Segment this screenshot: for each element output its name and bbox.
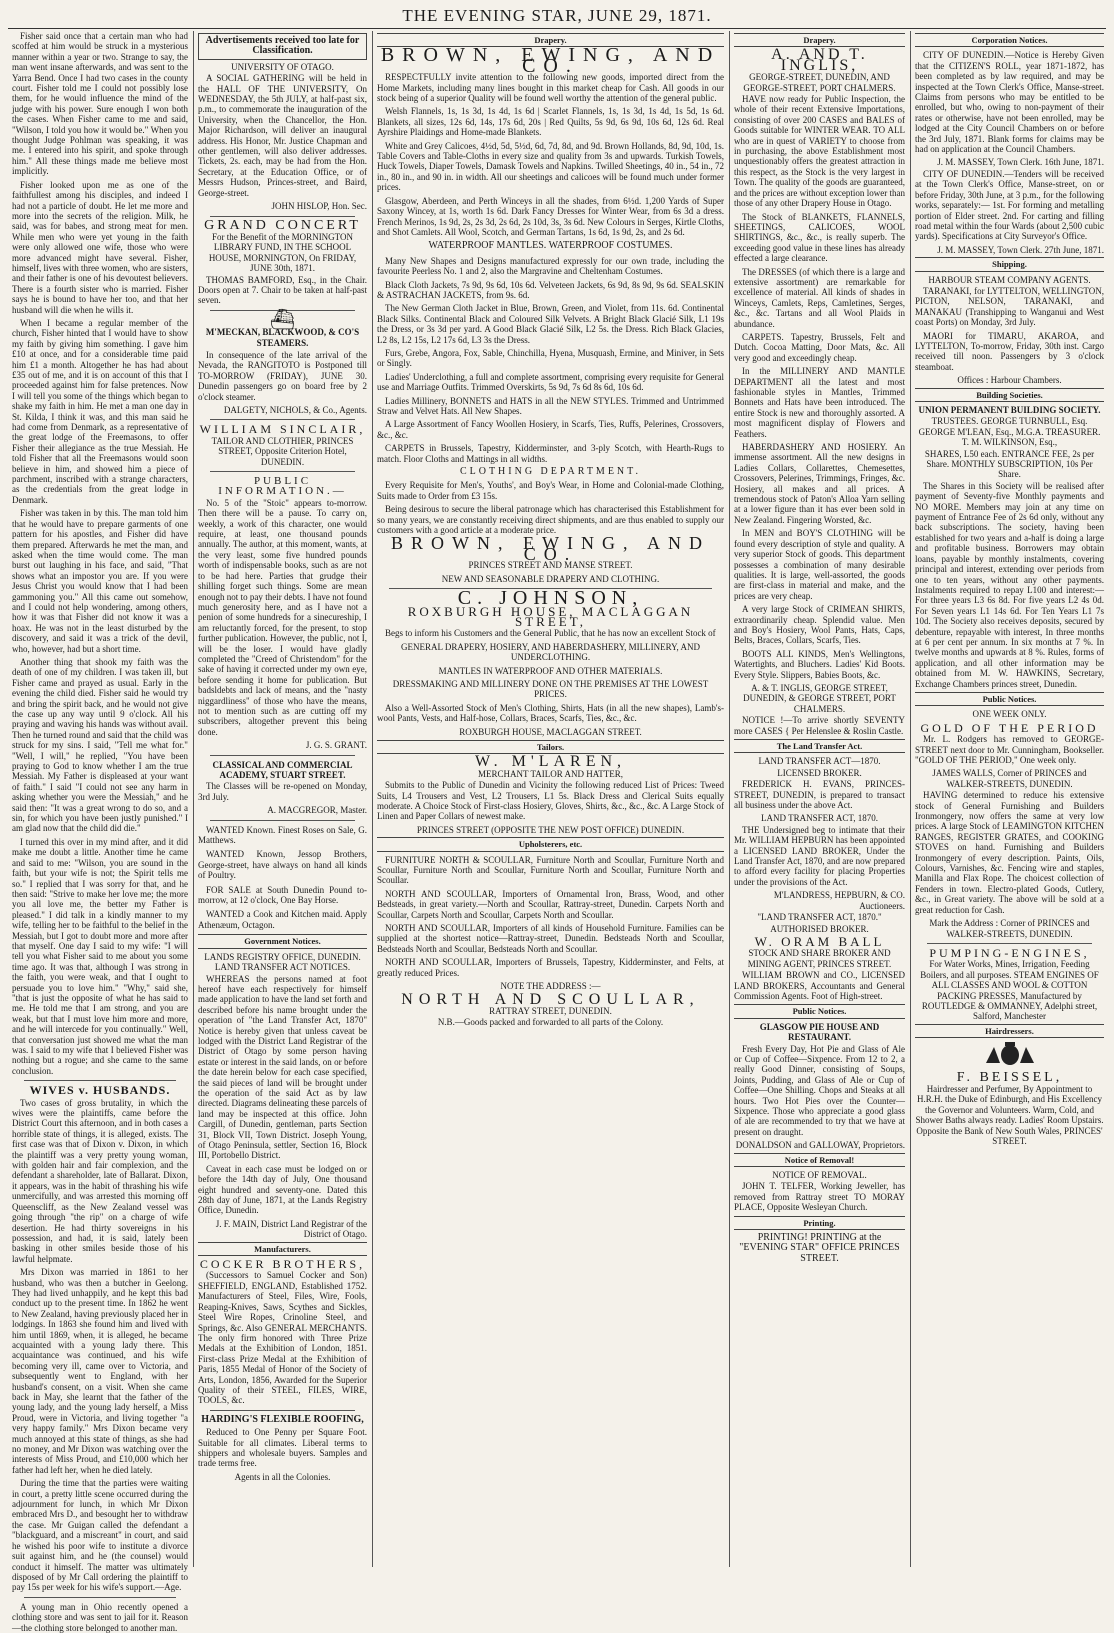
section-header: Manufacturers.	[198, 1242, 367, 1256]
ad-subtitle: GENERAL DRAPERY, HOSIERY, AND HABERDASHERY, MILLINERY, AND UNDERCLOTHING.	[400, 641, 701, 663]
ad-body: The DRESSES (of which there is a large and extensive assortment) are remarkable for excellence of material. All kinds of shades in Winceys, Camlets, Reps, Camletines, Serges, &c., &c. Tartans and all Wool Plaids in abundance.	[734, 266, 905, 329]
ad-body: MAORI for TIMARU, AKAROA, and LYTTELTON, To-morrow, Friday, 30th inst. Cargo received till noon. Passengers by 3 o'clock steamboat.	[915, 330, 1104, 372]
section-header: Tailors.	[377, 740, 724, 754]
ad-title: LAND TRANSFER ACT—1870.	[758, 756, 881, 767]
story-para: When I became a regular member of the church, Fisher hinted that I would have to show my faith by giving him something. I gave him £10 at once, and for a considerable time paid him £1 a month. Altogether he has had about £35 out of me, and it is on account of this that I proceeded against him for false pretences. Now I will tell you some of the things which began to shake my faith in him. He met a man one day in St. Kilda, I think it was, and this man said he had come from Denmark, as a representative of the great lodge of the Freemasons, to offer Fisher their allegiance as the true Messiah. He told Fisher that all the Freemasons would soon believe in him, and showed him a piece of parchment, inscribed with a strange characters, as the credentials from the great lodge in Denmark.	[12, 317, 188, 505]
ad-body: The New German Cloth Jacket in Blue, Brown, Green, and Violet, from 11s. 6d. Continental Black Silks. Continental Black and Coloured Silk Velvets. A Bright Black Glacié Silk, L1 19s the Dress, or 3s 3d per yard. A Good Black Glacié Silk, L2 5s. the Dress. Rich Black Glacies, L2 8s, L2 15s, L2 17s 6d, L3 3s the Dress.	[377, 303, 724, 345]
column-1	[8, 31, 192, 1633]
ad-body: TRUSTEES. GEORGE TURNBULL, Esq. GEORGE M'LEAN, Esq., M.G.A. TREASURER. T. M. WILKINSON, Esq.,	[918, 416, 1101, 448]
section-header: Printing.	[734, 1216, 905, 1230]
ad-body: In MEN and BOY'S CLOTHING will be found every description of style and quality. A very superior Stock of goods. This department possesses a combination of many desirable qualities. It is large, well-assorted, the goods are first-class in material and make, and the prices are very cheap.	[734, 528, 905, 601]
ad-body: PRINTING! PRINTING at the "EVENING STAR" OFFICE PRINCES STREET.	[739, 1232, 900, 1264]
ad-body: TARANAKI, for LYTTELTON, WELLINGTON, PICTON, NELSON, TARANAKI, and MANAKAU (Transhipping to Wanganui and West coast Ports) on Monday, 3rd July.	[915, 285, 1104, 328]
ad-body: Being desirous to secure the liberal patronage which has characterised this Establishment for so many years, we are constantly receiving direct shipments, and are thus enabled to supply our customers with a good article at a moderate price.	[377, 504, 724, 536]
ad-body: A Large Assortment of Fancy Woollen Hosiery, in Scarfs, Ties, Ruffs, Pelerines, Crossovers, &c., &c.	[377, 419, 724, 440]
ad-subtitle: LICENSED BROKER.	[777, 767, 862, 778]
ad-signature: J. M. MASSEY, Town Clerk. 27th June, 1871.	[937, 244, 1104, 255]
section-header: Hairdressers.	[915, 1024, 1104, 1038]
section-header: Public Notices.	[734, 1004, 905, 1018]
ad-body: Welsh Flannels, 1s, 1s 3d, 1s 4d, 1s 6d | Scarlet Flannels, 1s, 1s 3d, 1s 4d, 1s 5d, 1s 6d. Blankets, all sizes, 12s 6d, 14s, 17s 6d, 20s | Red Quilts, 5s 9d, 6s 9d, 10s 6d, 12s 6d. Real Ayrshire Plaidings and Home-made Blankets.	[377, 106, 724, 138]
article-para: Two cases of gross brutality, in which the wives were the plaintiffs, came before the District Court this afternoon, and in both cases a horrible state of things, it is alleged, exists. The first case was that of Dixon v. Dixon, in which the plaintiff was a very pretty young woman, with golden hair and fair complexion, and the defendant a shareholder, late of Ballarat. Dixon, it appears, was in the habit of thrashing his wife unmercifully, and was arrested this morning off Queenscliff, as the New Zealand vessel was going through "the rip" on a charge of wife desertion. He had thirty sovereigns in his possession, and had, it is said, lately been basking in other smiles beside those of his lawful helpmate.	[12, 1097, 188, 1264]
ad-title: PUMPING-ENGINES,	[929, 945, 1090, 960]
firm-name: BROWN, EWING, AND CO.	[380, 44, 721, 77]
ad-address: PRINCES STREET (OPPOSITE THE NEW POST OFFICE) DUNEDIN.	[416, 824, 685, 835]
ad-body: THOMAS BAMFORD, Esq., in the Chair. Doors open at 7. Chair to be taken at half-past seven.	[198, 274, 367, 306]
ad-title: UNIVERSITY OF OTAGO.	[231, 61, 334, 72]
wanted-ad: WANTED Known. Finest Roses on Sale, G. Matthews.	[198, 824, 367, 846]
firm-name: W. M'LAREN,	[474, 753, 627, 771]
firm-name: C. JOHNSON,	[457, 587, 644, 610]
ad-body: Also a Well-Assorted Stock of Men's Clothing, Shirts, Hats (in all the new shapes), Lamb's-wool Pants, Vests, and Half-hose, Collars, Braces, Scarfs, Ties, &c., &c.	[377, 702, 724, 724]
ad-title: GLASGOW PIE HOUSE AND RESTAURANT.	[759, 1021, 880, 1043]
ad-title: M'MECKAN, BLACKWOOD, & CO'S STEAMERS.	[205, 327, 360, 348]
ad-title: GRAND CONCERT	[204, 217, 361, 233]
ad-body: For the Benefit of the MORNINGTON LIBRARY FUND, IN THE SCHOOL HOUSE, MORNINGTON, On FRIDAY, JUNE 30th, 1871.	[208, 231, 357, 274]
masthead: THE EVENING STAR, JUNE 29, 1871.	[402, 6, 712, 25]
ad-body: The Stock of BLANKETS, FLANNELS, SHEETINGS, CALICOES, WOOL SHIRTINGS, &c., &c., is really superb. The exceeding good value in these lines has already effected a large clearance.	[734, 211, 905, 264]
ad-signature: DALGETY, NICHOLS, & Co., Agents.	[223, 405, 367, 415]
section-header: Notice of Removal!	[734, 1153, 905, 1167]
ad-body: CITY OF DUNEDIN.—Notice is Hereby Given that the CITIZEN'S ROLL, year 1871-1872, has been completed as by law required, and may be inspected at the Town Clerk's Office, Manse-street. Claims from persons who may be entitled to be enrolled, but who, owing to non-payment of their rates or otherwise, have not been enrolled, may be lodged at the City Council Chambers on or before the 3rd July, 1871. Blank forms for claims may be had on application at the Council Chambers.	[915, 50, 1104, 155]
ad-note: N.B.—Goods packed and forwarded to all parts of the Colony.	[437, 1017, 664, 1028]
ad-body: Every Requisite for Men's, Youths', and Boy's Wear, in Home and Colonial-made Clothing, Suits made to Order from £3 15s.	[377, 480, 724, 501]
ad-body: The Classes will be re-opened on Monday, 3rd July.	[198, 781, 367, 802]
ad-body: HAVING determined to reduce his extensive stock of General Furnishing and Builders Ironmongery, now offers the same at very low prices. A large Stock of LEAMINGTON KITCHEN RANGES, REGISTER GRATES, and COOKING STOVES on hand. Furnishing and Builders Ironmongery of every description. Paints, Oils, Colours, Varnishes, &c. Fencing wire and staples, Manilla and Flax Rope. The choicest collection of Fenders in town. Electro-plated Goods, Cutlery, &c., in Great variety. The above will be sold at a great reduction for Cash.	[915, 790, 1104, 915]
ad-body: THE Undersigned beg to intimate that their Mr. WILLIAM HEPBURN has been appointed a LICENSED LAND BROKER, Under the Land Transfer Act, 1870, and are now prepared to afford every facility for placing Properties under the provisions of the Act.	[734, 824, 905, 887]
ad-note: Offices : Harbour Chambers.	[957, 375, 1062, 386]
column-4	[729, 31, 909, 1567]
ad-body: Submits to the Public of Dunedin and Vicinity the following reduced List of Prices: Tweed Suits, L4 Trousers and Vest, L2 Trousers, L1 5s. Black Dress and Clerical Suits equally moderate. A Choice Stock of First-class Hosiery, Gloves, Shirts, &c., &c., &c. A Large Stock of Linen and Paper Collars of newest make.	[377, 780, 724, 822]
ad-body: FREDERICK H. EVANS, PRINCES-STREET, DUNEDIN, is prepared to transact all business under the above Act.	[734, 779, 905, 811]
royal-arms-icon	[980, 1041, 1040, 1067]
divider	[210, 820, 355, 821]
ad-subtitle: DRESSMAKING AND MILLINERY DONE ON THE PREMISES AT THE LOWEST PRICES.	[392, 678, 709, 700]
ad-body: HABERDASHERY AND HOSIERY. An immense assortment. All the new designs in Ladies Collars, Collarettes, Chemesettes, Crossovers, Pelerines, Trimmings, Fringes, &c. Hosiery, all makes and all prices. A tremendous stock of Paton's Alloa Yarn selling at a lower figure than it has ever been sold in New Zealand. Fingering Worsted, &c.	[734, 442, 905, 525]
ad-body: Hairdresser and Perfumer, By Appointment to H.R.H. the Duke of Edinburgh, and His Excellency the Governor and Volunteers. Warm, Cold, and Shower Baths always ready. Ladies' Room Upstairs. Opposite the Bank of New South Wales, PRINCES' STREET.	[915, 1083, 1104, 1146]
ad-subtitle: NEW AND SEASONABLE DRAPERY AND CLOTHING.	[441, 573, 660, 584]
firm-name: A. AND T. INGLIS,	[771, 46, 868, 74]
firm-name: BROWN, EWING, AND CO.	[391, 533, 710, 564]
ad-body: FURNITURE NORTH & SCOULLAR, Furniture North and Scoullar, Furniture North and Scoullar, Furniture North and Scoullar, Furniture North and Scoullar, Furniture North and Scoullar.	[377, 854, 724, 886]
ad-subtitle: AUTHORISED BROKER.	[770, 923, 869, 934]
ad-body: A SOCIAL GATHERING will be held in the HALL OF THE UNIVERSITY, On WEDNESDAY, the 5th JULY, at half-past six, p.m., to commemorate the inauguration of the University, when the Chancellor, the Hon. Major Richardson, will deliver an inaugural address. His Honor, Mr. Justice Chapman and other gentlemen, will also deliver addresses. Tickets, 2s. each, may be had from the Hon. Secretary, at the Education Office, or of Messrs Hudson, Princes-street, and Baird, George-street.	[198, 73, 367, 198]
ad-signature: DONALDSON and GALLOWAY, Proprietors.	[735, 1140, 905, 1151]
section-header: Drapery.	[734, 33, 905, 47]
ad-body: CARPETS in Brussels, Tapestry, Kidderminster, and 3-ply Scotch, with Hearth-Rugs to match. Floor Cloths and Mattings in all widths.	[377, 443, 724, 464]
ad-body: In the MILLINERY AND MANTLE DEPARTMENT all the latest and most fashionable styles in Mantles, Trimmed Bonnets and Hats have been introduced. The entire Stock is new and thoroughly assorted. A most magnificent display of Flowers and Feathers.	[734, 366, 905, 439]
ad-signature: A. MACGREGOR, Master.	[267, 805, 367, 816]
ad-body: STOCK AND SHARE BROKER AND MINING AGENT, PRINCES STREET.	[747, 948, 892, 969]
ad-note: NOTE THE ADDRESS :—	[500, 981, 601, 992]
ad-note: NOTICE !—To arrive shortly SEVENTY more CASES { Per Helenslee & Roslin Castle.	[734, 715, 905, 736]
divider	[210, 216, 355, 217]
story-para: Fisher looked upon me as one of the faithfullest among his disciples, and indeed I had not a particle of doubt. He let me more and more into the secrets of the religion. Milk, he said, was for babes, and strong meat for men. While men who were yet young in the faith were only allowed one wife, those who were more advanced might have several. Fisher, himself, lives with three women, who are sisters, and their father is one of his devoutest believers. There is a fourth sister who is married. Fisher says he is bound to have her too, and that her husband will die when he wills it.	[12, 179, 188, 315]
ad-signature: J. F. MAIN, District Land Registrar of the District of Otago.	[215, 1218, 367, 1240]
article-para: A young man in Ohio recently opened a clothing store and was sent to jail for it. Reason—the clothing store belonged to another man.	[12, 1601, 188, 1633]
ad-body: Ladies' Underclothing, a full and complete assortment, comprising every requisite for General use and Marriage Outfits. Trimmed Overskirts, 5s 9d, 7s 6d 8s 6d, 10s 6d.	[377, 371, 724, 393]
ad-body: Many New Shapes and Designs manufactured expressly for our own trade, including the favourite Peerless No. 1 and 2, also the Margravine and Cheltenham Costumes.	[377, 255, 724, 277]
divider	[210, 1410, 355, 1411]
ad-address: Mark the Address : Corner of PRINCES and WALKER-STREETS, DUNEDIN.	[929, 918, 1090, 939]
ad-title: PUBLIC INFORMATION.—	[218, 475, 347, 498]
ad-title: CLASSICAL AND COMMERCIAL ACADEMY, STUART STREET.	[212, 759, 353, 780]
ad-title: LAND TRANSFER ACT, 1870.	[761, 813, 878, 824]
ad-body: CARPETS. Tapestry, Brussels, Felt and Dutch. Cocoa Matting, Door Mats, &c. All very good and exceedingly cheap.	[734, 331, 905, 363]
ad-subtitle: CLOTHING DEPARTMENT.	[459, 466, 642, 478]
story-para: Fisher was taken in by this. The man told him that he would have to prepare garments of one pattern for his apostles, and Fisher did have them prepared. Afterwards he met the man, and asked when the time would come. The man burst out laughing in his face, and said, "That shows what an impostor you are. If you were Jesus Christ you would know that I had been gammoning you." All this came out somehow, and I could not help wondering, among others, how it was that Fisher did not know it was a hoax. He was not in the least disturbed by the discovery, and said it was a trick of the devil, who, however, had but a short time.	[12, 508, 188, 654]
divider	[210, 755, 355, 756]
ad-body: Furs, Grebe, Angora, Fox, Sable, Chinchilla, Hyena, Musquash, Ermine, and Miniver, in Sets or Singly.	[377, 347, 724, 369]
ad-body: Mr. L. Rodgers has removed to GEORGE-STREET next door to Mr. Cunningham, Bookseller. "GOLD OF THE PERIOD," One week only.	[915, 734, 1104, 765]
ad-title: WILLIAM SINCLAIR,	[199, 422, 366, 437]
section-header: The Land Transfer Act.	[734, 739, 905, 753]
ad-address: GEORGE-STREET, DUNEDIN, AND GEORGE-STREET, PORT CHALMERS.	[743, 72, 896, 93]
ad-body: NORTH AND SCOULLAR, Importers of all kinds of Household Furniture. Families can be supplied at the shortest notice—Rattray-street, Dunedin. Bedsteads North and Scoullar, Bedsteads North and Scoullar, Bedsteads North and Scoullar.	[377, 923, 724, 954]
ad-title: HARDING'S FLEXIBLE ROOFING,	[201, 1413, 364, 1425]
ad-address: ROXBURGH HOUSE, MACLAGGAN STREET,	[407, 603, 694, 629]
story-para: Another thing that shook my faith was the death of one of my children. I was taken ill, but Fisher came and prayed as usual. Early in the evening the child died. Fisher said he would try and bring the spirit back, and he would not give the case up any way until 9 o'clock. All his praying and waving his hands was without avail. Then he turned round and said that the child was struck for my sins. I said, "Tell me what for." "Well, I will," he replied, "You have been praying to God to know whether I am the true Messiah. My Father is displeased at your want of faith." I said "I could not see any harm in asking whether you were the Messiah," and he said then: "It was a great wrong to do so, and a sin, for which you have been justly punished." I am glad now that the child did die."	[12, 656, 188, 834]
ad-body: Glasgow, Aberdeen, and Perth Winceys in all the shades, from 6½d. 1,200 Yards of Super Saxony Wincey, at 1s, worth 1s 6d. Dark Fancy Dresses for Winter Wear, from 6s 3d a dress. French Merinos, 1s 9d, 2s, 2s 3d, 2s 6d, 2s 10d, 3s, 3s 6d. New Colours in Serges, Kirtle Cloths, and Shot Camlets. All Wool, Scotch, and German Tartans, 1s 6d, 1s 9d, 2s, and 2s 6d.	[377, 195, 724, 237]
wanted-ad: WANTED Known, Jessop Brothers, George-street, have always on hand all kinds of Poultry.	[198, 849, 367, 881]
column-2	[193, 31, 371, 1567]
ad-subtitle: MERCHANT TAILOR AND HATTER,	[478, 768, 623, 779]
ad-signature: M'LANDRESS, HEPBURN, & CO. Auctioneers.	[773, 890, 905, 911]
ad-address: JAMES WALLS, Corner of PRINCES and WALKER-STREETS, DUNEDIN.	[932, 768, 1087, 789]
wanted-ad: WANTED a Cook and Kitchen maid. Apply Athenæum, Octagon.	[198, 909, 367, 930]
ad-body: CITY OF DUNEDIN.—Tenders will be received at the Town Clerk's Office, Manse-street, on or before Friday, 30th June, at 3 p.m., for the following works, separately:— 1st. For forming and metalling portion of Elder street. 2nd. For carting and filling road metal within the four Wards (about 2,500 cubic yards). Specifications at City Surveyor's Office.	[915, 168, 1104, 242]
ad-body: For Water Works, Mines, Irrigation, Feeding Boilers, and all purposes. STEAM ENGINES OF ALL CLASSES AND WOOL & COTTON PACKING PRESSES, Manufactured by ROUTLEDGE & OMMANNEY, Adelphi street, Salford, Manchester	[920, 959, 1099, 1022]
royal-arms-icon	[915, 1041, 1104, 1069]
ad-address: ROXBURGH HOUSE, MACLAGGAN STREET.	[459, 726, 642, 737]
ad-subtitle: ONE WEEK ONLY.	[972, 709, 1047, 720]
ad-subtitle: MANTLES IN WATERPROOF AND OTHER MATERIALS.	[438, 665, 663, 676]
masthead-rule	[8, 28, 1106, 29]
divider	[210, 419, 355, 420]
divider	[24, 1597, 176, 1598]
story-para: Fisher said once that a certain man who had scoffed at him would be struck in a mysterious manner within a year or two. Strange to say, the man went insane afterwards, and was sent to the Yarra Bend. Once I had two cases in the county court. Fisher told me I could not possibly lose them, for he would influence the mind of the judge with his power. Sure enough I won both the cases. When Fisher came to me and said, "Wilson, I told you how it would be." When you thought Judge Pohlman was speaking, it was me. I entered into his spirit, and spoke through him." All these things made me believe most implicitly.	[12, 31, 188, 177]
ad-body: No. 5 of the "Stoic" appears to-morrow. Then there will be a pause. To carry on, weekly, a work of this character, one would require, at least, one thousand pounds annually. The author, at this moment, wants, at the very least, some five hundred pounds worth of indispensable books, such as are not to be had here. Parties that grudge their shilling forget such things. Some are mean enough not to pay their debts. I have not found much generosity here, and as I have not a penion of some hundreds for a sinecureship, I am reluctantly forced, for the present, to stop further publication. However, the public, not I, will be the loser. I would have gladly completed the "Creed of Christendom" for the sake of having it corrected under my own eye, before sending it home for publication. But badsldebts and lack of means, and the "nasty niggardliness" of those who have the means, not to mention such as are cutting off my subscribers, altogether prevent this being done.	[198, 497, 367, 737]
ad-body: Begs to inform his Customers and the General Public, that he has now an excellent Stock of	[385, 628, 716, 639]
ad-signature: Agents in all the Colonies.	[234, 1471, 331, 1482]
ad-body: (Successors to Samuel Cocker and Son) SHEFFIELD, ENGLAND, Established 1752. Manufacturers of Steel, Files, Wire, Fools, Reaping-Knives, Saws, Scythes and Sickles, Steel Wire Ropes, Crinoline Steel, and Springs, &c. Also GENERAL MERCHANTS. The only firm honored with Three Prize Medals at the Exhibition of London, 1851. First-class Prize Medal at the Exhibition of Paris, 1855 Medal of Honor of the Society of Arts, London, 1856, Awarded for the Superior Quality of their STEEL, FILES, WIRE, TOOLS, &c.	[198, 1270, 367, 1406]
ad-body: The Shares in this Society will be realised after payment of Seventy-five Monthly payments and NO MORE. Members may join at any time on payment of Entrance Fee of 2s 6d only, without any back subscriptions. The society, having been established for two years and a-half is doing a large and profitable business. Borrowers may obtain loans, payable by monthly instalments, covering principal and interest, extending over periods from one to ten years, without any other payments. Instalments required to repay L100 and interest:— For three years L3 6s 8d. For five years L2 4s 0d. For Seven years L1 14s 6d. For Ten Years L1 7s 10d. The Society also receives deposits, secured by debenture, repayable with interest, In three months at 6 per cent per annum. In six months at 7 %. In twelve months and upwards at 8 %. Rules, forms of application, and all other information may be obtained from M. W. HAWKINS, Secretary, Exchange Chambers princes street, Dunedin.	[915, 480, 1104, 689]
section-header: Drapery.	[377, 33, 724, 47]
article-para: Mrs Dixon was married in 1861 to her husband, who was then a butcher in Geelong. They had lived unhappily, and he kept this bad conduct up to the present time. In 1862 he went to New Zealand, having previously placed her in lodgings. In 1863 she found him and lived with him until 1869, when, it is alleged, he became acquainted with a young lady there. This acquaintance was continued, and his wife becoming very ill, came over to Victoria, and subsequently went to England, with her husband's consent, on a visit. When she came back in May, she learnt that the father of the young lady, and the young lady herself, a Miss Proud, were in Victoria, and living together "a very happy family." Mrs Dixon became very much annoyed at this state of things, as she had no money, and Mr Dixon was watching over the interests of Miss Proud, and £10,000 which her father had left her, when he died lately.	[12, 1267, 188, 1475]
section-header: Public Notices.	[915, 692, 1104, 706]
ad-body: WILLIAM BROWN and CO., LICENSED LAND BROKERS, Accountants and General Commission Agents. Foot of High-street.	[734, 970, 905, 1001]
ad-title: COCKER BROTHERS,	[199, 1257, 366, 1272]
story-para: I turned this over in my mind after, and it did make me doubt a little. Another time he came and said to me: "Wilson, you are sound in the faith, but your wife is not; the Spirit tells me so." I replied that I was sorry for that, and he then said: "Strive to make her love me; the more you all love me, the better my Father is pleased." I did talk in a kindly manner to my wife, telling her to be faithful to the belief in the Messiah, but I got to doubt more and more after that myself. One day I said to my wife: "I will tell you what Fisher said to me about you some time ago. It was that, although I was strong in the faith, you were weak, and that I ought to persuade you to love him." "Why," said she, "that is just the opposite of what he has said to me. He told me that I am strong, and you are weak, but that I must love him more and more, and he will intercede for you continually." Well, that conversation just showed me what the man was. I said to my wife that I believed Fisher was nothing but a rogue; and she came to the same conclusion.	[12, 836, 188, 1076]
section-header: Upholsterers, etc.	[377, 837, 724, 851]
divider	[927, 943, 1092, 944]
ad-body: Ladies Millinery, BONNETS and HATS in all the NEW STYLES. Trimmed and Untrimmed Straw and Velvet Hats. All New Shapes.	[377, 395, 724, 416]
section-header: Building Societies.	[915, 388, 1104, 402]
ad-title: LANDS REGISTRY OFFICE, DUNEDIN. LAND TRANSFER ACT NOTICES.	[204, 951, 361, 973]
ad-body: WHEREAS the persons named at foot hereof have each respectively for himself made application to have the land set forth and described before his name brought under the operation of "the Land Transfer Act, 1870" Notice is hereby given that unless caveat be lodged with the District Land Registrar of the District of Otago by some person having estate or interest in the said lands, on or before the date herein below for each case specified, the said pieces of land will be brought under the operation of the said Act as by law directed. Diagrams delineating these parcels of land may be inspected at this office. John Cargill, of Dunedin, gentleman, parts Section 31, Block VII, Town District. Joseph Young, of Otago Peninsula, settler, Section 16, Block III, Portobello District.	[198, 973, 367, 1161]
ad-body: NORTH AND SCOULLAR, Importers of Brussels, Tapestry, Kidderminster, and Felts, at greatly reduced Prices.	[377, 957, 724, 978]
section-header: Shipping.	[915, 257, 1104, 271]
ad-body: Caveat in each case must be lodged on or before the 14th day of July, One thousand eight hundred and seventy-one. Dated this 28th day of June, 1871, at the Lands Registry Office, Dunedin.	[198, 1163, 367, 1216]
for-sale-ad: FOR SALE at South Dunedin Pound to-morrow, at 12 o'clock, One Bay Horse.	[198, 884, 367, 906]
ad-body: BOOTS ALL KINDS, Men's Wellingtons, Watertights, and Bluchers. Ladies' Kid Boots. Every Style. Slippers, Babies Boots, &c.	[734, 648, 905, 680]
firm-name: F. BEISSEL,	[956, 1069, 1063, 1085]
divider	[24, 1080, 176, 1081]
ad-signature: JOHN HISLOP, Hon. Sec.	[271, 201, 367, 212]
ad-title: UNION PERMANENT BUILDING SOCIETY.	[918, 405, 1101, 415]
ad-body: A very large Stock of CRIMEAN SHIRTS, extraordinarily cheap. Splendid value. Men and Boy's Hosiery, Wool Pants, Hats, Caps, Belts, Braces, Collars, Scarfs, Ties.	[734, 604, 905, 646]
ad-title: HARBOUR STEAM COMPANY AGENTS.	[928, 274, 1091, 285]
ad-address: A. & T. INGLIS, GEORGE STREET, DUNEDIN, & GEORGE STREET, PORT CHALMERS.	[743, 682, 896, 714]
firm-name: NORTH AND SCOULLAR,	[401, 990, 700, 1008]
section-header: Corporation Notices.	[915, 33, 1104, 47]
steamship-icon: ⛴	[269, 308, 296, 331]
column-3	[372, 31, 728, 1567]
article-title: WIVES v. HUSBANDS.	[29, 1083, 171, 1098]
ad-body: In consequence of the late arrival of the Nevada, the RANGITOTO is Postponed till TO-MORROW (FRIDAY), JUNE 30. Dunedin passengers go on board free by 2 o'clock steamer.	[198, 349, 367, 402]
article-para: During the time that the parties were waiting in court, a pretty little scene occurred during the adjournment for lunch, in which Mr Dixon embraced Mrs D., and besought her to withdraw the case. Mr Guigan called the defendant a "blackguard, and a miscreant" in court, and said he wished his poor wife to institute a divorce suit against him, and he (the counsel) would conduct it himself. The matter was ultimately disposed of by Mr Call ordering the plaintiff to pay 15s per week for his wife's support.—Age.	[12, 1478, 188, 1593]
ad-title: "LAND TRANSFER ACT, 1870."	[757, 912, 882, 923]
divider	[210, 471, 355, 472]
ad-body: SHARES, L50 each. ENTRANCE FEE, 2s per Share. MONTHLY SUBSCRIPTION, 10s Per Share.	[924, 448, 1095, 480]
ad-body: HAVE now ready for Public Inspection, the whole of their recent Extensive Importations, consisting of over 200 CASES and BALES of Goods suitable for WINTER WEAR. TO ALL who are in quest of VARIETY to choose from in purchasing, the above Establishment most unquestionably offers the greatest attraction in this respect, as the Stock is the very largest in Town. The quality of the goods are guaranteed, and the prices are without exception lower than those of any other Drapery House in Otago.	[734, 94, 905, 209]
ad-signature: J. G. S. GRANT.	[305, 740, 367, 751]
ad-body: Fresh Every Day, Hot Pie and Glass of Ale or Cup of Coffee—Sixpence. From 12 to 2, a really Good Dinner, consisting of Soups, Joints, Pudding, and Glass of Ale or Cup of Coffee—One Shilling. Chops and Steaks at all hours. Two Hot Pies over the Counter—Sixpence. Those who appreciate a good glass of ale are recommended to try that we have at present on draught.	[734, 1043, 905, 1137]
section-header: Advertisements received too late for Classification.	[198, 33, 367, 60]
ad-body: NORTH AND SCOULLAR, Importers of Ornamental Iron, Brass, Wood, and other Bedsteads, in great variety.—North and Scoullar, Rattray-street, Dunedin. Carpets North and Scoullar, Carpets North and Scoullar, Carpets North and Scoullar.	[377, 888, 724, 920]
ad-signature: J. M. MASSEY, Town Clerk. 16th June, 1871.	[937, 157, 1104, 168]
ad-body: TAILOR AND CLOTHIER, PRINCES STREET, Opposite Criterion Hotel, DUNEDIN.	[211, 435, 354, 467]
ad-title: NOTICE OF REMOVAL.	[772, 1170, 867, 1181]
ad-body: JOHN T. TELFER, Working Jeweller, has removed from Rattray street TO MORAY PLACE, Opposite Wesleyan Church.	[734, 1181, 905, 1213]
ad-subtitle: WATERPROOF MANTLES. WATERPROOF COSTUMES.	[428, 240, 673, 252]
ad-body: RESPECTFULLY invite attention to the following new goods, imported direct from the Home Markets, including many lines bought in this market cheap for Cash. All goods in our stock being of a superior Quality will be found well worthy the attention of the general public.	[377, 72, 724, 104]
ad-body: Reduced to One Penny per Square Foot. Suitable for all climates. Liberal terms to shippers and wholesale buyers. Samples and trade terms free.	[198, 1427, 367, 1469]
firm-name: W. ORAM BALL	[754, 933, 885, 949]
column-5	[910, 31, 1108, 1567]
ad-address: RATTRAY STREET, DUNEDIN.	[489, 1005, 612, 1016]
ad-body: Black Cloth Jackets, 7s 9d, 9s 6d, 10s 6d. Velveteen Jackets, 6s 9d, 8s 9d, 9s 6d. SEALSKIN & ASTRACHAN JACKETS, from 9s. 6d.	[377, 279, 724, 300]
ad-body: White and Grey Calicoes, 4½d, 5d, 5½d, 6d, 7d, 8d, and 9d. Brown Hollands, 8d, 9d, 10d, 1s. Table Covers and Table-Cloths in every size and quality from 3s and upwards. Turkish Towels, Huck Towels, Diaper Towels, Damask Towels and Napkins. Twilled Sheetings, 40 in., 54 in., 72 in., 80 in., and 90 in. in width. All our sheetings and calicoes will be found much under former prices.	[377, 140, 724, 193]
section-header: Government Notices.	[198, 934, 367, 948]
ad-address: PRINCES STREET AND MANSE STREET.	[468, 560, 633, 571]
ad-title: GOLD OF THE PERIOD	[920, 720, 1099, 735]
